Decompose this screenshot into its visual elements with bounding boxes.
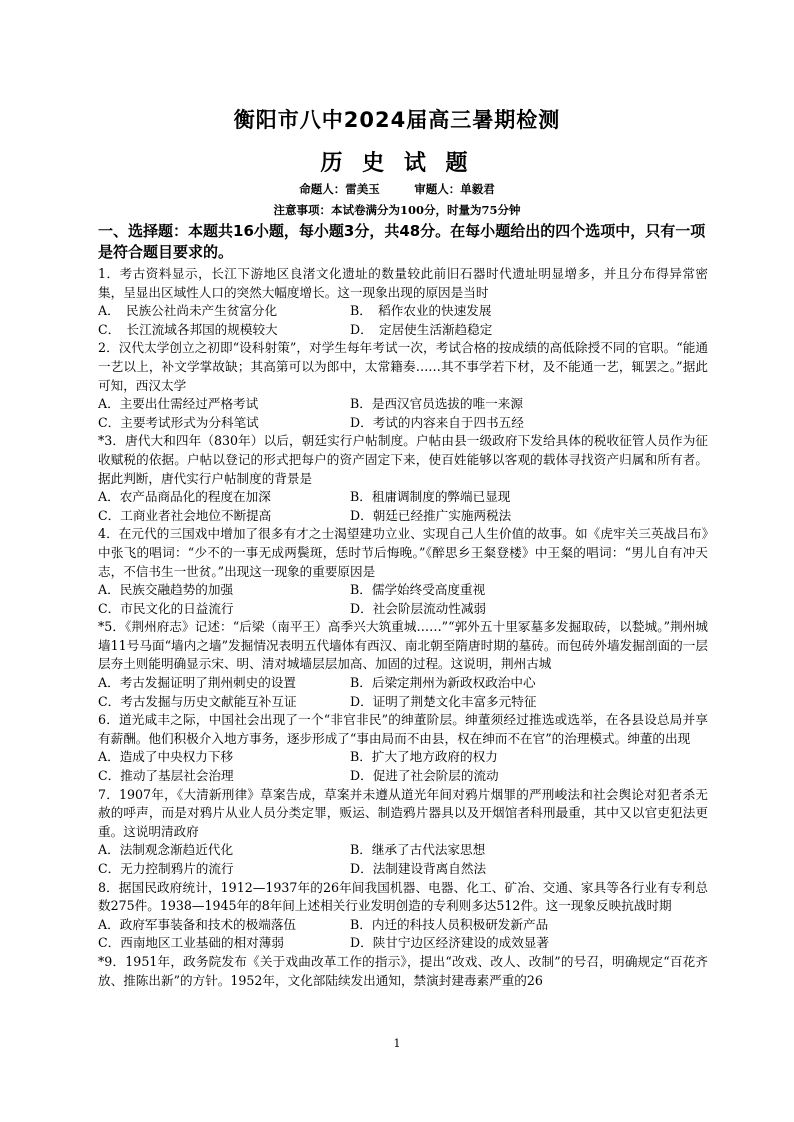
option-b: B．继承了古代法家思想 bbox=[350, 842, 486, 858]
authors-line: 命题人：雷美玉 审题人：单毅君 bbox=[299, 182, 495, 196]
question-1 bbox=[98, 265, 708, 339]
option-b: B． 稻作农业的快速发展 bbox=[350, 303, 492, 319]
question-stem: 1．考古资料显示，长江下游地区良渚文化遗址的数量较此前旧石器时代遗址明显增多，并且分布得异常密集，呈显出区域性人口的突然大幅度增长。这一现象出现的原因是当时 bbox=[98, 266, 708, 300]
page-number: 1 bbox=[393, 1037, 401, 1050]
option-c: C．工商业者社会地位不断提高 bbox=[98, 507, 272, 523]
option-a: A．农产品商品化的程度在加深 bbox=[98, 489, 271, 505]
option-a: A．民族交融趋势的加强 bbox=[98, 582, 234, 598]
question-stem: *5．《荆州府志》记述：“后梁（南平王）高季兴大筑重城……”“郭外五十里冢墓多发掘取砖，以甃城。”荆州城墙11号马面“墙内之墙”发掘情况表明五代墙体有西汉、南北朝至隋唐时期的墓砖。而包砖外墙发掘剖面的一层层夯土则能明确显示宋、明、清对城墙层层加高、加固的过程。这说明，荆州古城 bbox=[98, 619, 708, 672]
options-grid bbox=[98, 916, 708, 953]
option-a: A．考古发掘证明了荆州刺史的设置 bbox=[98, 675, 297, 691]
question-stem: 4．在元代的三国戏中增加了很多有才之士渴望建功立业、实现自己人生价值的故事。如《虎牢关三英战吕布》中张飞的唱词：“少不的一事无成两鬓斑，恁时节后悔晚。”《醉思乡王粲登楼》中王粲的唱词：“男儿自有冲天志，不信书生一世贫。”出现这一现象的重要原因是 bbox=[98, 526, 708, 579]
option-b: B．租庸调制度的弊端已显现 bbox=[350, 489, 511, 505]
option-d: D．陕甘宁边区经济建设的成效显著 bbox=[350, 935, 550, 951]
option-d: D．促进了社会阶层的流动 bbox=[350, 768, 499, 784]
option-a: A．政府军事装备和技术的极端落伍 bbox=[98, 916, 297, 932]
question-5 bbox=[98, 618, 708, 711]
option-b: B．是西汉官员选拔的唯一来源 bbox=[350, 396, 523, 412]
option-d: D． 定居使生活渐趋稳定 bbox=[350, 321, 493, 337]
question-stem: 7．1907年，《大清新刑律》草案告成，草案并未遵从道光年间对鸦片烟罪的严刑峻法和社会舆论对犯者杀无赦的呼声，而是对鸦片从业人员分类定罪，贩运、制造鸦片器具以及开烟馆者科刑最重，其中又以官吏犯法更重。这说明清政府 bbox=[98, 786, 708, 839]
option-a: A．主要出仕需经过严格考试 bbox=[98, 396, 259, 412]
option-c: C．无力控制鸦片的流行 bbox=[98, 861, 234, 876]
subject-title: 历 史 试 题 bbox=[320, 151, 474, 176]
question-stem: *3．唐代大和四年（830年）以后，朝廷实行户帖制度。户帖由县一级政府下发给具体的税收征管人员作为征收赋税的依据。户帖以登记的形式把每户的资产固定下来，使百姓能够以客观的载体寻找资产归属和所有者。据此判断，唐代实行户帖制度的背景是 bbox=[98, 433, 708, 486]
exam-title: 衡阳市八中2024届高三暑期检测 bbox=[233, 108, 561, 132]
option-c: C． 长江流域各邦国的规模较大 bbox=[98, 321, 278, 337]
question-9 bbox=[98, 953, 708, 990]
option-d: D．社会阶层流动性减弱 bbox=[350, 600, 487, 616]
options-grid bbox=[98, 395, 708, 432]
option-a: A．法制观念渐趋近代化 bbox=[98, 842, 234, 858]
option-a: A． 民族公社尚未产生贫富分化 bbox=[98, 303, 278, 319]
question-2 bbox=[98, 339, 708, 432]
question-stem: 2．汉代太学创立之初即“设科射策”，对学生每年考试一次，考试合格的按成绩的高低除授不同的官职。“能通一艺以上，补文学掌故缺；其高第可以为郎中，太常籍奏……其不事学若下材，及不能通一艺，辄罢之。”据此可知，西汉太学 bbox=[98, 340, 708, 393]
question-stem: 8．据国民政府统计，1912—1937年的26年间我国机器、电器、化工、矿冶、交通、家具等各行业有专利总数275件。1938—1945年的8年间上述相关行业发明创造的专利则多达512件。这一现象反映抗战时期 bbox=[98, 879, 708, 914]
question-6 bbox=[98, 711, 708, 785]
question-4 bbox=[98, 525, 708, 618]
question-stem: 6．道光咸丰之际，中国社会出现了一个“非官非民”的绅董阶层。绅董须经过推选或选举，在各县设总局并享有薪酬。他们积极介入地方事务，逐步形成了“事由局而不由县，权在绅而不在官”的治理模式。绅董的出现 bbox=[98, 712, 708, 746]
section-heading: 一、选择题：本题共16小题，每小题3分，共48分。在每小题给出的四个选项中，只有一项是符合题目要求的。 bbox=[98, 222, 706, 261]
option-c: C．主要考试形式为分科笔试 bbox=[98, 414, 259, 430]
options-grid bbox=[98, 674, 708, 711]
options-grid bbox=[98, 488, 708, 525]
option-d: D．考试的内容来自于四书五经 bbox=[350, 414, 524, 430]
options-grid bbox=[98, 581, 708, 618]
option-b: B．扩大了地方政府的权力 bbox=[350, 749, 498, 765]
question-list bbox=[98, 265, 708, 990]
option-c: C．市民文化的日益流行 bbox=[98, 600, 234, 616]
question-8 bbox=[98, 879, 708, 953]
options-grid bbox=[98, 748, 708, 785]
option-b: B．儒学始终受高度重视 bbox=[350, 582, 486, 598]
notice-line: 注意事项：本试卷满分为100分，时量为75分钟 bbox=[273, 203, 521, 217]
options-grid bbox=[98, 841, 708, 878]
option-c: C．考古发掘与历史文献能互补互证 bbox=[98, 693, 297, 709]
option-a: A．造成了中央权力下移 bbox=[98, 749, 234, 765]
option-d: D．法制建设背离自然法 bbox=[350, 861, 487, 876]
option-c: C．西南地区工业基础的相对薄弱 bbox=[98, 935, 284, 951]
option-c: C．推动了基层社会治理 bbox=[98, 768, 234, 784]
question-3 bbox=[98, 432, 708, 525]
options-grid bbox=[98, 302, 708, 339]
option-d: D．证明了荆楚文化丰富多元特征 bbox=[350, 693, 537, 709]
option-d: D．朝廷已经推广实施两税法 bbox=[350, 507, 512, 523]
option-b: B．内迁的科技人员积极研发新产品 bbox=[350, 916, 549, 932]
question-stem: *9．1951年，政务院发布《关于戏曲改革工作的指示》，提出“改戏、改人、改制”的号召，明确规定“百花齐放、推陈出新”的方针。1952年，文化部陆续发出通知，禁演封建毒素严重的26 bbox=[98, 953, 708, 988]
option-b: B．后梁定荆州为新政权政治中心 bbox=[350, 675, 536, 691]
question-7 bbox=[98, 786, 708, 879]
